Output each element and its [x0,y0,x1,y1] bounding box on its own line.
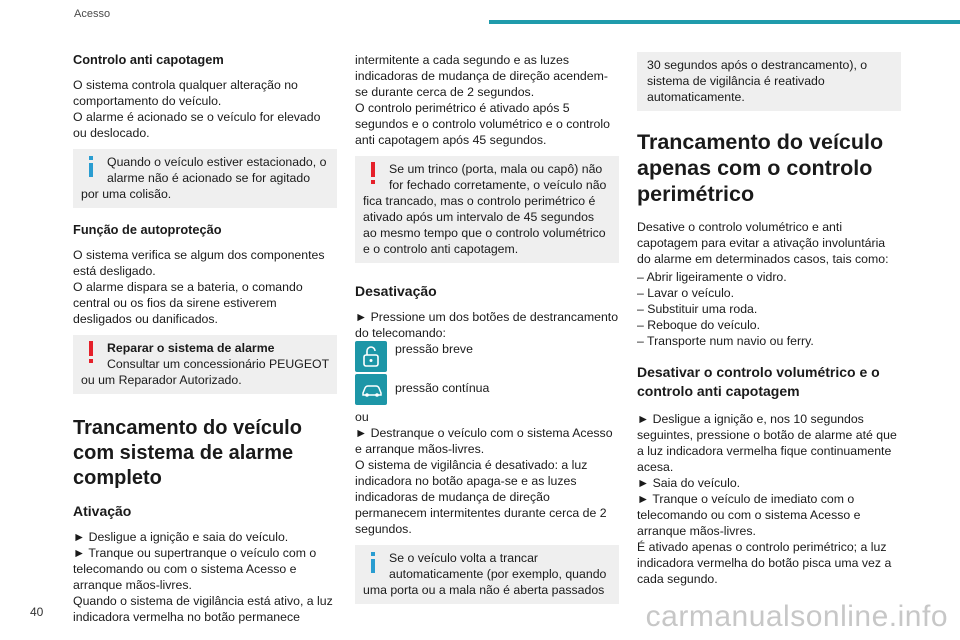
paragraph: O sistema de vigilância é desativado: a luz indicadora no botão apaga-se e as luzes indicadoras de mudança de direção permanecem intermitentes durante cerca de 2 segundos. [355,458,607,536]
page-number: 40 [30,605,44,619]
paragraph: O sistema verifica se algum dos componentes está desligado. O alarme dispara se a bateria, o comando central ou os fios da sirene estiverem desligados ou danificados. [73,248,325,326]
heading-desativacao: Desativação [355,283,437,299]
key-row-long-press [355,374,619,405]
car-unlock-icon [355,374,387,405]
list [637,269,901,349]
header-accent-bar [489,20,960,24]
warning-note: Se um trinco (porta, mala ou capô) não for fechado corretamente, o veículo não fica trancado, mas o controlo perimétrico é ativado após um intervalo de 45 segundos ao mesmo tempo que o controlo volumétrico e o controlo anti capotagem. [355,156,619,263]
info-note: Quando o veículo estiver estacionado, o alarme não é acionado se for agitado por uma colisão. [73,149,337,208]
heading-anti-capotagem: Controlo anti capotagem [73,52,224,67]
key-label: pressão breve [395,342,473,356]
warning-note: Reparar o sistema de alarme Consultar um concessionário PEUGEOT ou um Reparador Autorizado. [73,335,337,394]
heading-desativar-volumetrico: Desativar o controlo volumétrico e o controlo anti capotagem [637,364,880,399]
list-item: ► Tranque o veículo de imediato com o telecomando ou com o sistema Acesso e arranque mãos-livres. [637,492,861,538]
column-2 [355,52,619,616]
list-item: ► Pressione um dos botões de destrancamento do telecomando: [355,310,619,340]
paragraph: ou [355,410,369,424]
heading-alarme-completo: Trancamento do veículo com sistema de alarme completo [73,417,302,489]
paragraph: Desative o controlo volumétrico e anti capotagem para evitar a ativação involuntária do alarme em determinados casos, tais como: [637,220,889,266]
list-item: ► Saia do veículo. [637,476,741,490]
list-item: – Substituir uma roda. [637,302,758,316]
warning-icon [81,340,103,368]
heading-ativacao: Ativação [73,503,132,519]
paragraph: É ativado apenas o controlo perimétrico; a luz indicadora vermelha do botão pisca uma vez a cada segundo. [637,540,892,586]
heading-autoprotecao: Função de autoproteção [73,222,222,237]
column-3 [637,52,901,587]
list-item: ► Desligue a ignição e saia do veículo. [73,530,289,544]
warning-icon [363,161,385,189]
list-item: – Lavar o veículo. [637,286,735,300]
list-item: – Abrir ligeiramente o vidro. [637,270,787,284]
info-note-continued: 30 segundos após o destrancamento), o sistema de vigilância é reativado automaticamente. [637,52,901,111]
column-1 [73,52,337,625]
paragraph: intermitente a cada segundo e as luzes indicadoras de mudança de direção acendem-se durante cerca de 2 segundos. O controlo perimétrico é ativado após 5 segundos e o controlo volumétrico e o controlo anti capotagem após 45 segundos. [355,53,610,147]
info-icon [363,550,385,578]
key-label: pressão contínua [395,381,490,395]
info-icon [81,154,103,182]
key-row-short-press [355,341,619,372]
section-title: Acesso [74,8,111,20]
list-item: ► Tranque ou supertranque o veículo com o telecomando ou com o sistema Acesso e arranque mãos-livres. [73,546,317,592]
unlock-key-icon [355,341,387,372]
list-item: – Reboque do veículo. [637,318,761,332]
list-item: ► Desligue a ignição e, nos 10 segundos seguintes, pressione o botão de alarme até que a luz indicadora vermelha fique continuamente acesa. [637,412,897,474]
heading-controlo-perimetrico: Trancamento do veículo apenas com o controlo perimétrico [637,130,884,206]
paragraph: O sistema controla qualquer alteração no comportamento do veículo. O alarme é acionado se o veículo for elevado ou deslocado. [73,78,321,140]
list-item: ► Destranque o veículo com o sistema Acesso e arranque mãos-livres. [355,426,613,456]
watermark: carmanualsonline.info [645,600,948,633]
list-item: – Transporte num navio ou ferry. [637,334,814,348]
paragraph: Quando o sistema de vigilância está ativo, a luz indicadora vermelha no botão permanece [73,594,333,624]
info-note: Se o veículo volta a trancar automaticamente (por exemplo, quando uma porta ou a mala não é aberta passados [355,545,619,604]
